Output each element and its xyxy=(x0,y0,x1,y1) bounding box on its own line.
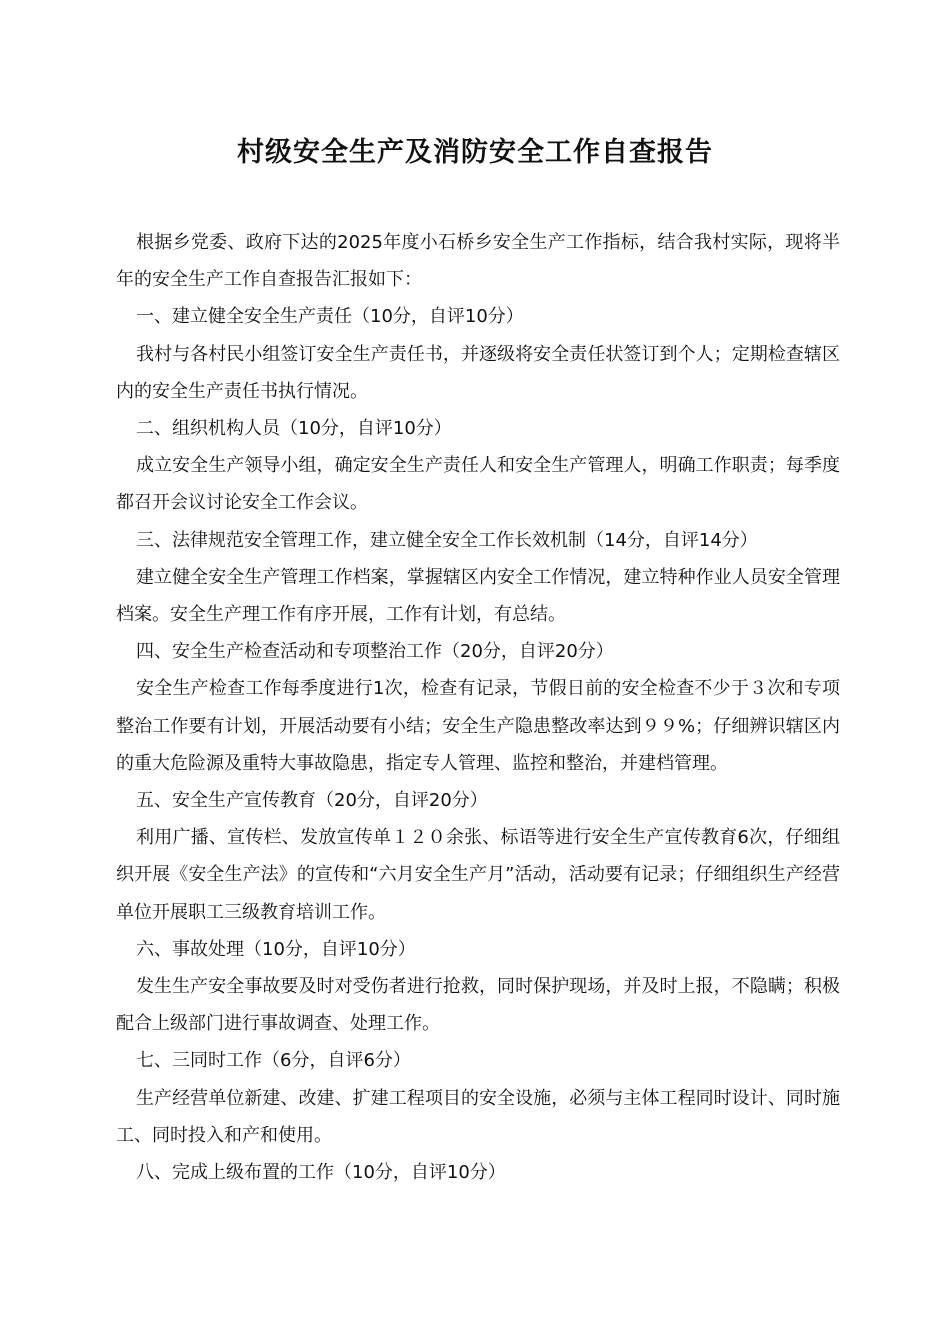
section-1-body: 我村与各村民小组签订安全生产责任书，并逐级将安全责任状签订到个人；定期检查辖区内的安全生产责任书执行情况。 xyxy=(116,343,840,402)
section-2-heading: 二、组织机构人员（10分，自评10分） xyxy=(136,418,452,440)
section-2-body: 成立安全生产领导小组，确定安全生产责任人和安全生产管理人，明确工作职责；每季度都召开会议讨论安全工作会议。 xyxy=(116,455,840,514)
section-4-heading: 四、安全生产检查活动和专项整治工作（20分，自评20分） xyxy=(136,641,614,663)
page-title: 村级安全生产及消防安全工作自查报告 xyxy=(237,137,713,168)
section-3-body: 建立健全安全生产管理工作档案，掌握辖区内安全工作情况，建立特种作业人员安全管理档案。安全生产理工作有序开展，工作有计划，有总结。 xyxy=(116,566,840,626)
section-5-heading: 五、安全生产宣传教育（20分，自评20分） xyxy=(136,790,488,812)
section-7-body: 生产经营单位新建、改建、扩建工程项目的安全设施，必须与主体工程同时设计、同时施工、同时投入和产和使用。 xyxy=(116,1087,840,1146)
document-body xyxy=(116,224,840,1191)
section-8-heading: 八、完成上级布置的工作（10分，自评10分） xyxy=(136,1162,506,1184)
intro-paragraph: 根据乡党委、政府下达的2025年度小石桥乡安全生产工作指标，结合我村实际，现将半年的安全生产工作自查报告汇报如下： xyxy=(116,232,840,291)
section-7-heading: 七、三同时工作（6分，自评6分） xyxy=(136,1050,411,1072)
section-1-heading: 一、建立健全安全生产责任（10分，自评10分） xyxy=(136,306,524,328)
section-6-heading: 六、事故处理（10分，自评10分） xyxy=(136,938,416,960)
section-6-body: 发生生产安全事故要及时对受伤者进行抢救，同时保护现场，并及时上报，不隐瞒；积极配合上级部门进行事故调查、处理工作。 xyxy=(116,976,840,1035)
section-3-heading: 三、法律规范安全管理工作，建立健全安全工作长效机制（14分，自评14分） xyxy=(136,529,758,551)
section-4-body: 安全生产检查工作每季度进行1次，检查有记录，节假日前的安全检查不少于３次和专项整治工作要有计划，开展活动要有小结；安全生产隐患整改率达到９９%；仔细辨识辖区内的重大危险源及重特大事故隐患，指定专人管理、监控和整治，并建档管理。 xyxy=(116,678,840,774)
section-5-body: 利用广播、宣传栏、发放宣传单１２０余张、标语等进行安全生产宣传教育6次，仔细组织开展《安全生产法》的宣传和“六月安全生产月”活动，活动要有记录；仔细组织生产经营单位开展职工三级教育培训工作。 xyxy=(116,827,840,923)
